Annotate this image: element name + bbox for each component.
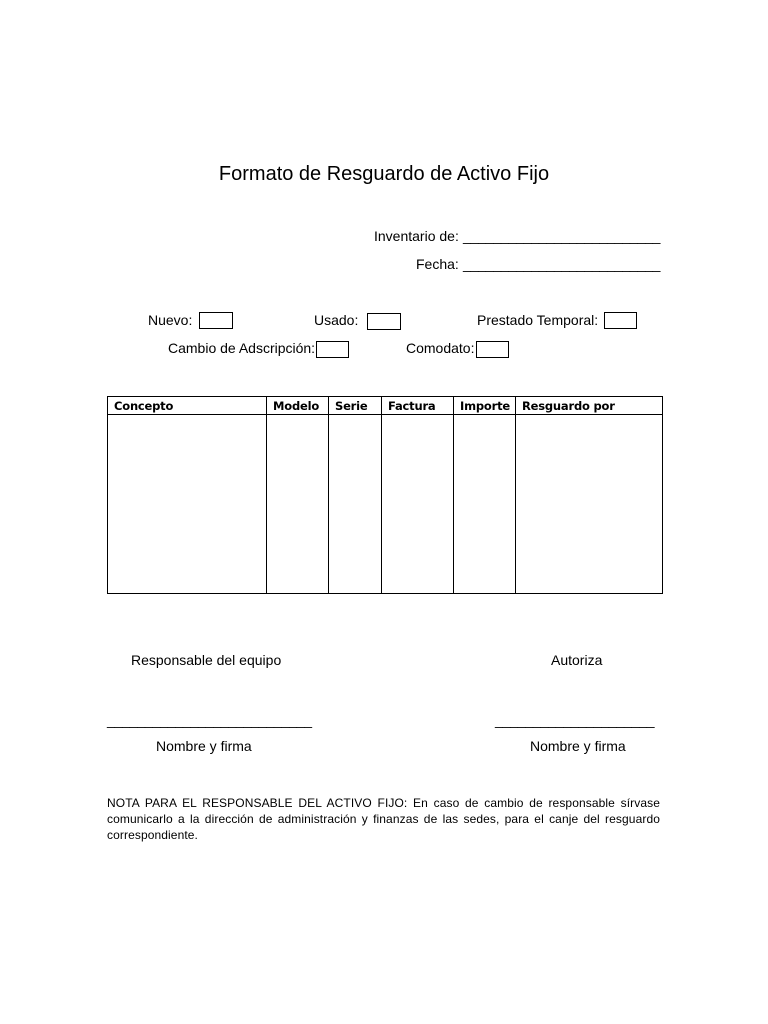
cell-modelo[interactable] (267, 415, 329, 594)
column-header-serie: Serie (329, 397, 382, 415)
column-header-modelo: Modelo (267, 397, 329, 415)
asset-table (107, 396, 663, 594)
table-row (108, 415, 663, 594)
autoriza-title: Autoriza (551, 652, 603, 668)
nuevo-label: Nuevo: (148, 312, 193, 328)
cell-concepto[interactable] (108, 415, 267, 594)
inventario-label: Inventario de: (374, 228, 459, 244)
responsable-title: Responsable del equipo (131, 652, 282, 668)
cambio-adscripcion-label: Cambio de Adscripción: (168, 340, 316, 356)
column-header-concepto: Concepto (108, 397, 267, 415)
nuevo-checkbox[interactable] (199, 312, 233, 329)
fecha-line[interactable]: __________________________ (463, 256, 661, 272)
responsable-caption: Nombre y firma (156, 738, 252, 754)
cell-serie[interactable] (329, 415, 382, 594)
autoriza-signature-line[interactable]: _____________________ (495, 712, 655, 728)
cell-factura[interactable] (382, 415, 454, 594)
autoriza-caption: Nombre y firma (530, 738, 626, 754)
comodato-checkbox[interactable] (476, 341, 509, 358)
responsible-note: NOTA PARA EL RESPONSABLE DEL ACTIVO FIJO: En caso de cambio de responsable sírvase comunicarlo a la dirección de administración y finanzas de las sedes, para el canje del resguardo correspondiente. (107, 796, 660, 842)
usado-checkbox[interactable] (367, 313, 401, 330)
table-header-row (108, 397, 663, 415)
cell-importe[interactable] (454, 415, 516, 594)
document-title: Formato de Resguardo de Activo Fijo (218, 163, 550, 185)
comodato-label: Comodato: (406, 340, 475, 356)
usado-label: Usado: (314, 312, 359, 328)
inventario-line[interactable]: __________________________ (463, 228, 661, 244)
prestado-temporal-checkbox[interactable] (604, 312, 637, 329)
column-header-factura: Factura (382, 397, 454, 415)
cambio-adscripcion-checkbox[interactable] (316, 341, 349, 358)
responsable-signature-line[interactable]: ___________________________ (107, 712, 312, 728)
column-header-resguardo-por: Resguardo por (516, 397, 663, 415)
fecha-label: Fecha: (416, 256, 459, 272)
prestado-temporal-label: Prestado Temporal: (477, 312, 599, 328)
column-header-importe: Importe (454, 397, 516, 415)
cell-resguardo-por[interactable] (516, 415, 663, 594)
